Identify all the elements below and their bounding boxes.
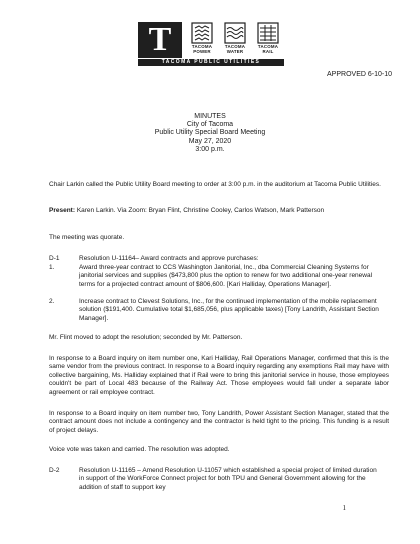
logo-water-unit [219, 22, 251, 58]
header-time: 3:00 p.m. [195, 145, 225, 153]
d1-item-1-text: Award three-year contract to CCS Washington Janitorial, Inc., dba Commercial Cleaning Systems for janitorial services and supplies ($473,800 plus the option to renew for two additional one-year renewal terms for a projected contract amount of $806,600. [Kari Halliday, Operations Manager]. [79, 264, 373, 288]
quorate-text: The meeting was quorate. [49, 234, 125, 241]
tpu-logo [138, 22, 284, 66]
logo-water-line1: TACOMA [224, 44, 246, 49]
d1-item-2-number: 2. [49, 298, 55, 305]
logo-bar-text: TACOMA PUBLIC UTILITIES [138, 59, 284, 66]
logo-power-line1: TACOMA [191, 44, 213, 49]
present-paragraph [49, 207, 389, 215]
header-meeting: Public Utility Special Board Meeting [154, 129, 266, 137]
d1-text: Resolution U-11164– Award contracts and approve purchases: [79, 255, 259, 262]
inquiry-one-paragraph: In response to a Board inquiry on item number one, Kari Halliday, Rail Operations Manager, confirmed that this is the same vendor from the previous contract. In response to a Board inquiry regarding any exemptions Rail may have with collective bargaining, Ms. Halliday explained that if Rail were to bring this janitorial service in house, those employees couldn't be part of Local 483 because of the Railway Act. Those employees would fall under a separate labor agreement or rail employee contract. [49, 355, 389, 396]
logo-rail-line2: RAIL [262, 49, 274, 54]
logo-rail-unit [252, 22, 284, 58]
d1-item-1-number: 1. [49, 264, 55, 271]
present-label: Present: [49, 207, 76, 214]
d2-number: D-2 [49, 467, 60, 474]
page-number: 1 [342, 504, 346, 512]
inquiry-two-paragraph: In response to a Board inquiry on item number two, Tony Landrith, Power Assistant Section Manager, stated that the contract amount does not include a contingency and the contractor is held tight to the pricing. This funding is a result of project delays. [49, 410, 389, 434]
logo-rail-line1: TACOMA [257, 44, 279, 49]
header-title: MINUTES [194, 113, 226, 120]
logo-water-line2: WATER [226, 49, 244, 54]
power-icon [191, 22, 213, 44]
approved-stamp: APPROVED 6-10-10 [327, 71, 392, 78]
vote-text: Voice vote was taken and carried. The resolution was adopted. [49, 446, 230, 453]
logo-power-unit [186, 22, 218, 58]
rail-icon [257, 22, 279, 44]
header-date: May 27, 2020 [188, 137, 232, 145]
present-text: Karen Larkin. Via Zoom: Bryan Flint, Christine Cooley, Carlos Watson, Mark Patterson [75, 207, 325, 214]
motion-text: Mr. Flint moved to adopt the resolution; seconded by Mr. Patterson. [49, 334, 243, 341]
d1-item-2-text: Increase contract to Clevest Solutions, Inc., for the continued implementation of the mobile replacement solution ($191,400. Cumulative total $1,685,056, plus applicable taxes) [Tony Landrith, Assistant Section Manager]. [79, 298, 379, 322]
water-icon [224, 22, 246, 44]
logo-t-mark: T [138, 22, 182, 58]
d1-number: D-1 [49, 255, 60, 262]
header-city: City of Tacoma [186, 121, 234, 129]
logo-power-line2: POWER [193, 49, 211, 54]
call-to-order: Chair Larkin called the Public Utility Board meeting to order at 3:00 p.m. in the auditorium at Tacoma Public Utilities. [49, 181, 381, 188]
minutes-header [0, 113, 420, 154]
d2-text: Resolution U-11165 – Amend Resolution U-11057 which established a special project of limited duration in support of the WorkForce Connect project for both TPU and General Government allowing for the addition of staff to support key [79, 467, 377, 491]
